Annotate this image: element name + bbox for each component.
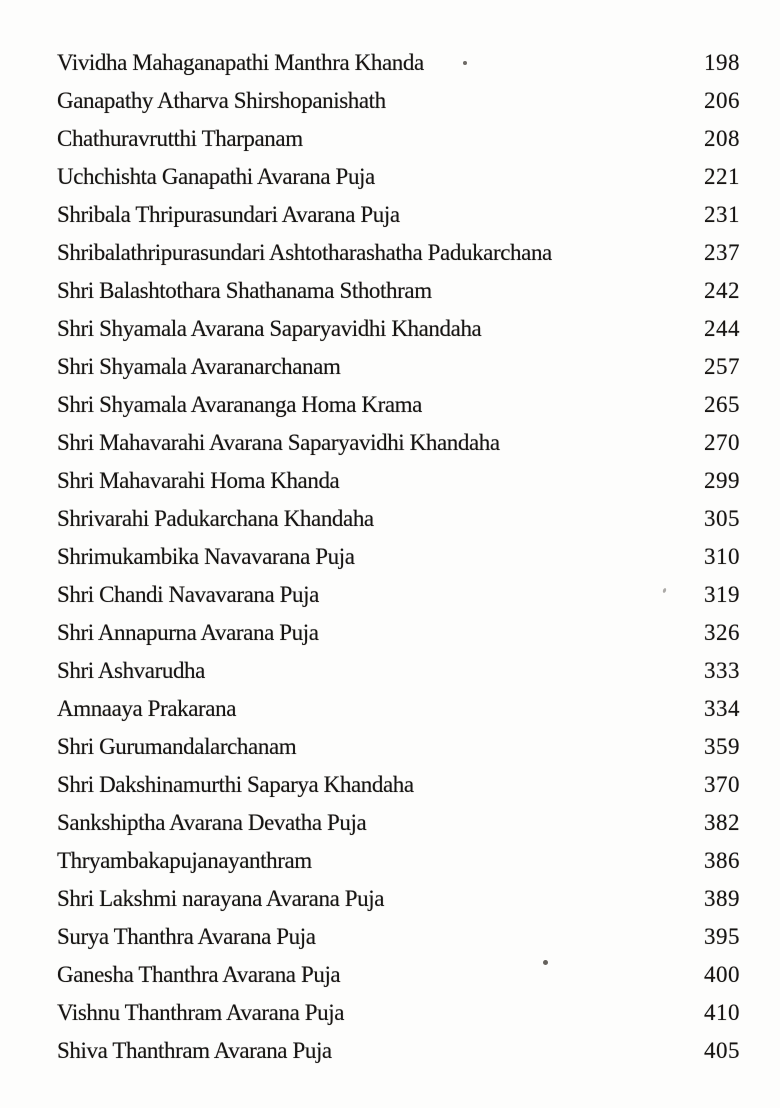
toc-entry-title: Shri Shyamala Avaranarchanam <box>57 354 341 379</box>
toc-entry-title: Ganesha Thanthra Avarana Puja <box>57 962 341 987</box>
toc-entry-title: Shri Lakshmi narayana Avarana Puja <box>57 886 385 911</box>
toc-entry <box>0 614 780 652</box>
toc-entry-title: Shri Annapurna Avarana Puja <box>57 620 319 645</box>
toc-entry <box>0 348 780 386</box>
toc-entry <box>0 500 780 538</box>
toc-entry-page-number: 244 <box>704 316 740 341</box>
toc-entry <box>0 880 780 918</box>
toc-entry <box>0 804 780 842</box>
toc-entry <box>0 424 780 462</box>
toc-entry-page-number: 231 <box>704 202 740 227</box>
toc-entry <box>0 462 780 500</box>
toc-entry-page-number: 386 <box>704 848 740 873</box>
toc-entry <box>0 994 780 1032</box>
toc-entry-title: Shri Shyamala Avarana Saparyavidhi Khandaha <box>57 316 482 341</box>
toc-entry <box>0 956 780 994</box>
toc-entry <box>0 82 780 120</box>
toc-entry-title: Thryambakapujanayanthram <box>57 848 312 873</box>
toc-entry-page-number: 334 <box>704 696 740 721</box>
toc-entry-page-number: 265 <box>704 392 740 417</box>
toc-entry-page-number: 198 <box>704 50 740 75</box>
toc-entry-title: Ganapathy Atharva Shirshopanishath <box>57 88 386 113</box>
toc-entry-page-number: 382 <box>704 810 740 835</box>
toc-entry-title: Uchchishta Ganapathi Avarana Puja <box>57 164 375 189</box>
toc-entry <box>0 918 780 956</box>
toc-entry <box>0 538 780 576</box>
toc-entry-title: Amnaaya Prakarana <box>57 696 237 721</box>
toc-entry-page-number: 237 <box>704 240 740 265</box>
toc-entry <box>0 272 780 310</box>
toc-entry <box>0 652 780 690</box>
toc-entry-title: Shri Balashtothara Shathanama Sthothram <box>57 278 432 303</box>
toc-entry-title: Shri Dakshinamurthi Saparya Khandaha <box>57 772 414 797</box>
toc-entry-page-number: 410 <box>704 1000 740 1025</box>
toc-entry-title: Shrivarahi Padukarchana Khandaha <box>57 506 374 531</box>
toc-entry-page-number: 405 <box>704 1038 740 1063</box>
toc-entry-title: Shri Ashvarudha <box>57 658 205 683</box>
toc-entry <box>0 728 780 766</box>
toc-entry <box>0 158 780 196</box>
toc-entry-page-number: 242 <box>704 278 740 303</box>
toc-entry-title: Shri Chandi Navavarana Puja <box>57 582 319 607</box>
toc-entry-page-number: 370 <box>704 772 740 797</box>
toc-entry-title: Shribalathripurasundari Ashtotharashatha Padukarchana <box>57 240 552 265</box>
toc-entry-page-number: 208 <box>704 126 740 151</box>
toc-entry <box>0 386 780 424</box>
toc-entry-page-number: 389 <box>704 886 740 911</box>
toc-entry-page-number: 257 <box>704 354 740 379</box>
toc-entry <box>0 842 780 880</box>
toc-entry-page-number: 333 <box>704 658 740 683</box>
toc-entry-page-number: 395 <box>704 924 740 949</box>
toc-entry <box>0 690 780 728</box>
toc-entry-title: Shri Mahavarahi Avarana Saparyavidhi Khandaha <box>57 430 500 455</box>
toc-entry-page-number: 206 <box>704 88 740 113</box>
toc-entry <box>0 196 780 234</box>
toc-entry <box>0 1032 780 1070</box>
scan-speck <box>543 960 548 965</box>
toc-entry-title: Shrimukambika Navavarana Puja <box>57 544 355 569</box>
toc-entry-title: Sankshiptha Avarana Devatha Puja <box>57 810 367 835</box>
toc-entry <box>0 766 780 804</box>
toc-entry-title: Shri Shyamala Avarananga Homa Krama <box>57 392 422 417</box>
toc-entry <box>0 576 780 614</box>
toc-entry-page-number: 305 <box>704 506 740 531</box>
toc-entry-title: Surya Thanthra Avarana Puja <box>57 924 316 949</box>
toc-entry-page-number: 299 <box>704 468 740 493</box>
toc-entry-page-number: 270 <box>704 430 740 455</box>
toc-entry <box>0 120 780 158</box>
toc-entry-title: Chathuravrutthi Tharpanam <box>57 126 303 151</box>
toc-entry <box>0 44 780 82</box>
toc-entry-title: Shri Gurumandalarchanam <box>57 734 297 759</box>
toc-entry-page-number: 359 <box>704 734 740 759</box>
toc-entry-page-number: 221 <box>704 164 740 189</box>
toc-list <box>0 44 780 1070</box>
scan-speck <box>463 61 467 65</box>
toc-entry-page-number: 319 <box>704 582 740 607</box>
toc-entry-title: Vividha Mahaganapathi Manthra Khanda <box>57 50 424 75</box>
toc-entry-title: Shribala Thripurasundari Avarana Puja <box>57 202 400 227</box>
toc-entry-title: Shiva Thanthram Avarana Puja <box>57 1038 332 1063</box>
toc-entry-page-number: 326 <box>704 620 740 645</box>
toc-entry-title: Shri Mahavarahi Homa Khanda <box>57 468 340 493</box>
toc-entry <box>0 234 780 272</box>
toc-entry-page-number: 310 <box>704 544 740 569</box>
toc-entry-title: Vishnu Thanthram Avarana Puja <box>57 1000 345 1025</box>
toc-entry <box>0 310 780 348</box>
toc-entry-page-number: 400 <box>704 962 740 987</box>
